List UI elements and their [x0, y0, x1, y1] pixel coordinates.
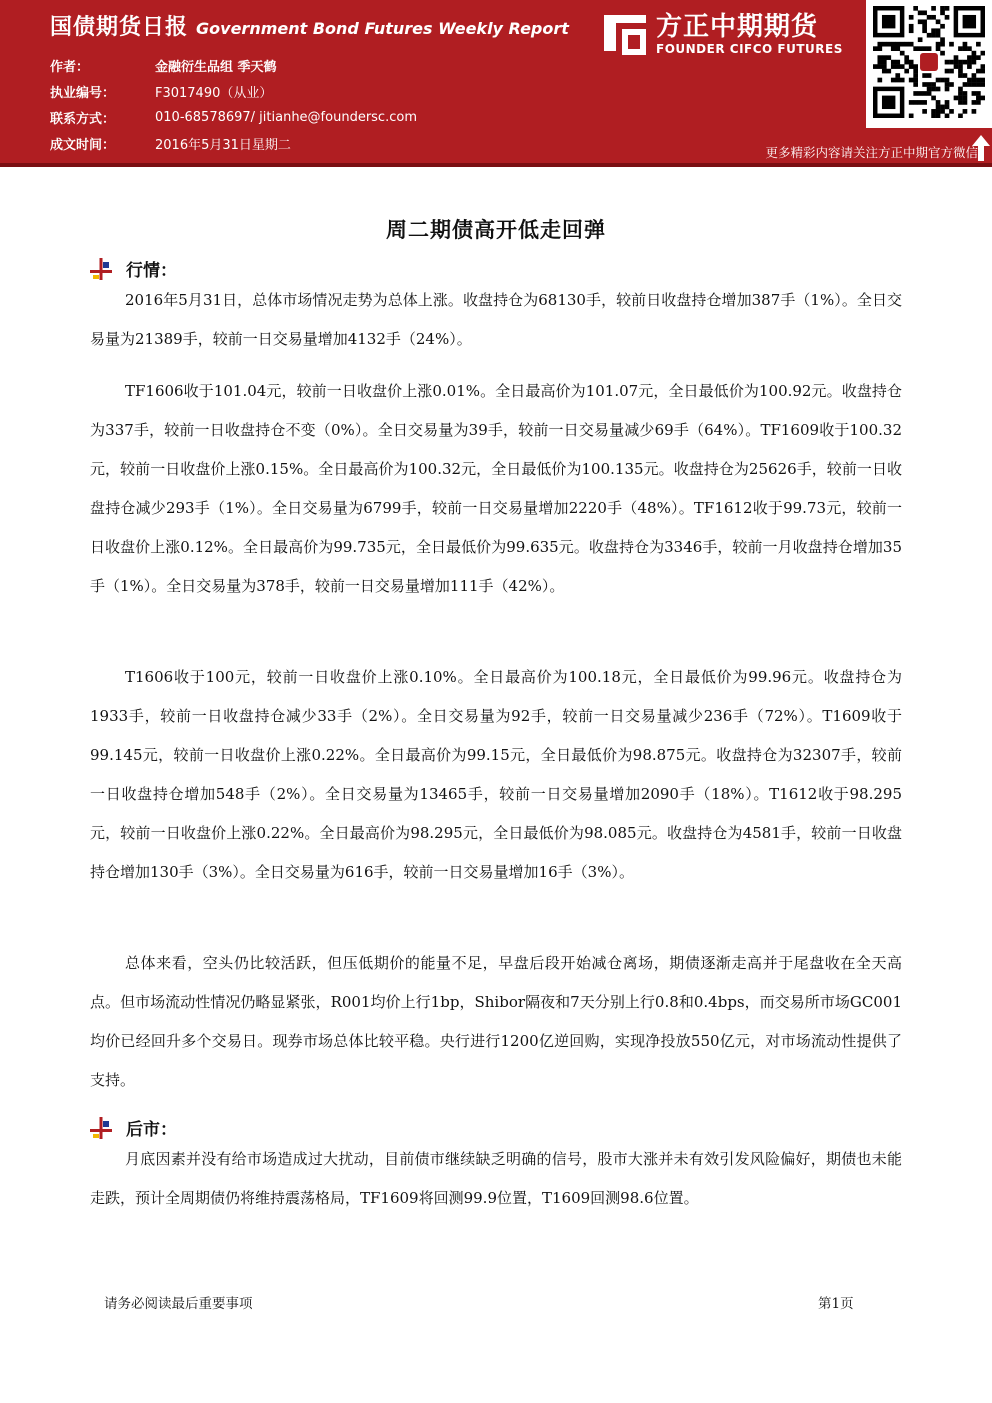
- paragraph-t-contracts: T1606收于100元，较前一日收盘价上涨0.10%。全日最高价为100.18元，全日最低价为99.96元。收盘持仓为1933手，较前一日收盘持仓减少33手（2%）。全日交易量为92手，较前一日交易量减少236手（72%）。T1609收于99.145元，较前一日收盘价上涨0.22%。全日最高价为99.15元，全日最低价为98.875元。收盘持仓为32307手，较前一日收盘持仓增加548手（2%）。全日交易量为13465手，较前一日交易量增加2090手（18%）。T1612收于98.295元，较前一日收盘价上涨0.22%。全日最高价为98.295元，全日最低价为98.085元。收盘持仓为4581手，较前一日收盘持仓增加130手（3%）。全日交易量为616手，较前一日交易量增加16手（3%）。: [90, 668, 902, 881]
- meta-label: 成文时间：: [50, 137, 116, 153]
- header-divider: [0, 163, 992, 167]
- meta-date: [50, 130, 417, 156]
- paragraph-market-overview: 2016年5月31日，总体市场情况走势为总体上涨。收盘持仓为68130手，较前日收盘持仓增加387手（1%）。全日交易量为21389手，较前一日交易量增加4132手（24%）。: [90, 291, 902, 348]
- report-header: [0, 0, 992, 163]
- qr-panel: [866, 0, 992, 128]
- meta-label: 作者：: [50, 59, 90, 75]
- up-arrow-icon: [972, 135, 990, 161]
- meta-contact: [50, 104, 417, 130]
- report-title-cn: 国债期货日报: [50, 15, 189, 40]
- meta-value: 010-68578697/ jitianhe@foundersc.com: [155, 109, 417, 125]
- meta-label: 联系方式：: [50, 111, 116, 127]
- section-bullet-icon: [90, 258, 112, 280]
- paragraph-tf-contracts: TF1606收于101.04元，较前一日收盘价上涨0.01%。全日最高价为101.07元，全日最低价为100.92元。收盘持仓为337手，较前一日收盘持仓不变（0%）。全日交易量为39手，较前一日交易量减少69手（64%）。TF1609收于100.32元，较前一日收盘价上涨0.15%。全日最高价为100.32元，全日最低价为100.135元。收盘持仓为25626手，较前一日收盘持仓减少293手（1%）。全日交易量为6799手，较前一日交易量增加2220手（48%）。TF1612收于99.73元，较前一日收盘价上涨0.12%。全日最高价为99.735元，全日最低价为99.635元。收盘持仓为3346手，较前一月收盘持仓增加35手（1%）。全日交易量为378手，较前一日交易量增加111手（42%）。: [90, 382, 902, 595]
- logo-name-en: FOUNDER CIFCO FUTURES: [656, 42, 843, 56]
- report-title-en: Government Bond Futures Weekly Report: [196, 19, 569, 38]
- section-market-heading: [90, 256, 177, 281]
- section-outlook-heading: [90, 1115, 177, 1140]
- report-title: [50, 10, 569, 44]
- author-info: [50, 52, 417, 156]
- section-title: 后市：: [126, 1120, 177, 1140]
- meta-label: 执业编号：: [50, 85, 116, 101]
- paragraph-summary: 总体来看，空头仍比较活跃，但压低期价的能量不足，早盘后段开始减仓离场，期债逐渐走高并于尾盘收在全天高点。但市场流动性情况仍略显紧张，R001均价上行1bp，Shibor隔夜和7天分别上行0.8和0.4bps，而交易所市场GC001均价已经回升多个交易日。现券市场总体比较平稳。央行进行1200亿逆回购，实现净投放550亿元，对市场流动性提供了支持。: [90, 954, 902, 1089]
- company-logo: [602, 8, 857, 60]
- logo-name-cn: 方正中期期货: [656, 12, 819, 42]
- meta-value: 2016年5月31日星期二: [155, 137, 291, 153]
- meta-value: 金融衍生品组 季天鹤: [155, 59, 277, 75]
- page-number: 第1页: [818, 1296, 854, 1312]
- section-bullet-icon: [90, 1117, 112, 1139]
- footer-disclaimer: 请务必阅读最后重要事项: [104, 1296, 253, 1312]
- meta-value: F3017490（从业）: [155, 85, 273, 101]
- qr-code-icon: [873, 6, 985, 118]
- meta-author: [50, 52, 417, 78]
- section-title: 行情：: [126, 261, 177, 281]
- logo-mark-icon: [602, 11, 648, 57]
- meta-license: [50, 78, 417, 104]
- wechat-note: 更多精彩内容请关注方正中期官方微信: [765, 145, 978, 160]
- document-title: 周二期债高开低走回弹: [386, 218, 606, 242]
- paragraph-outlook: 月底因素并没有给市场造成过大扰动，目前债市继续缺乏明确的信号，股市大涨并未有效引发风险偏好，期债也未能走跌，预计全周期债仍将维持震荡格局，TF1609将回测99.9位置，T1609回测98.6位置。: [90, 1150, 902, 1207]
